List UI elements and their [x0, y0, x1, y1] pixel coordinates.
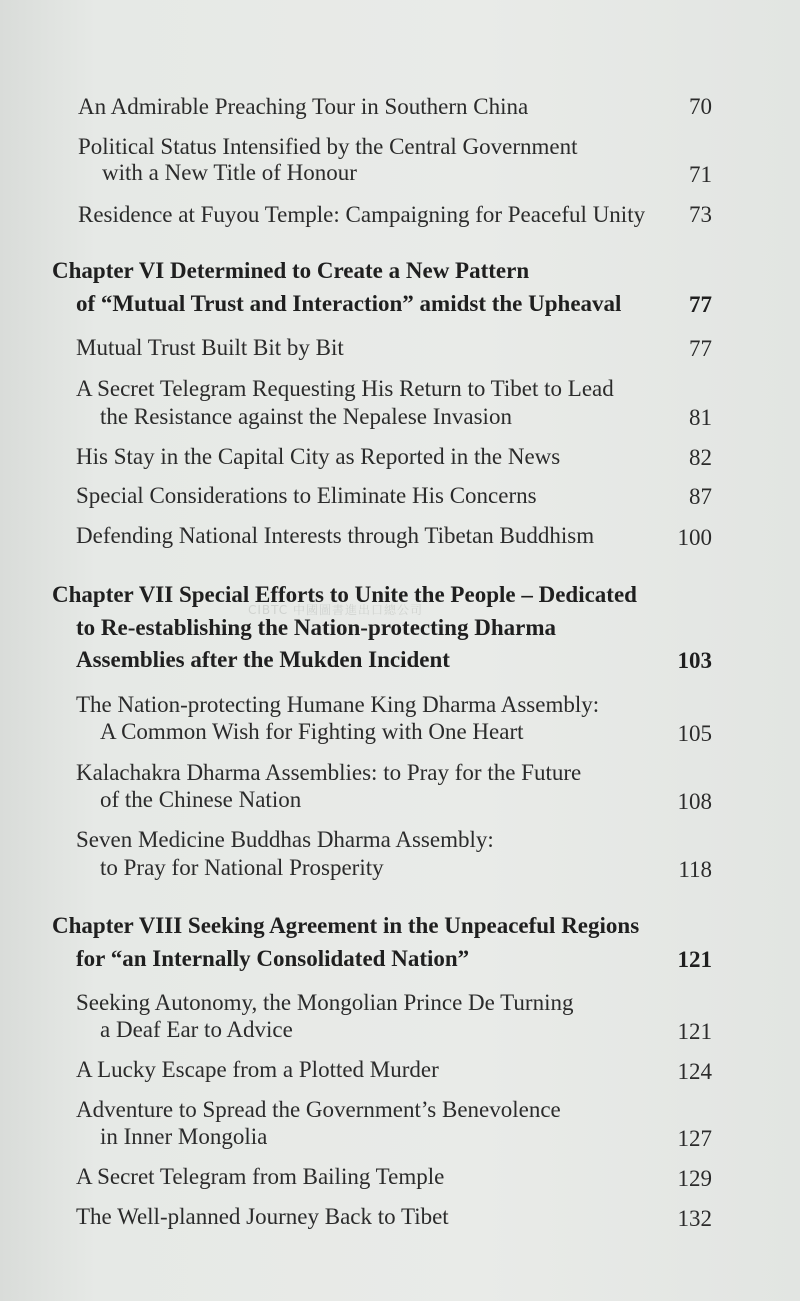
toc-entry-title-cont: of the Chinese Nation: [100, 787, 302, 812]
chapter-title-line: Chapter VI Determined to Create a New Pattern: [52, 258, 530, 283]
toc-entry-title: Seeking Autonomy, the Mongolian Prince De Turning: [76, 990, 574, 1015]
chapter-title-line: of “Mutual Trust and Interaction” amidst the Upheaval: [76, 291, 622, 316]
toc-entry-title: A Secret Telegram from Bailing Temple: [76, 1164, 445, 1189]
toc-entry-title-cont: a Deaf Ear to Advice: [100, 1017, 293, 1042]
toc-entry-title: The Nation-protecting Humane King Dharma Assembly:: [76, 692, 600, 717]
chapter-page-number: 77: [689, 292, 712, 317]
toc-entry-title: Mutual Trust Built Bit by Bit: [76, 335, 344, 360]
toc-page-number: 87: [689, 484, 712, 509]
chapter-title-line: Chapter VII Special Efforts to Unite the People – Dedicated: [52, 582, 637, 607]
toc-page-number: 100: [677, 525, 712, 550]
toc-page-number: 132: [677, 1206, 712, 1231]
toc-entry-title: A Secret Telegram Requesting His Return to Tibet to Lead: [76, 376, 614, 401]
watermark-text: CIBTC 中國圖書進出口總公司: [248, 603, 423, 617]
toc-entry-title: The Well-planned Journey Back to Tibet: [76, 1204, 449, 1229]
toc-entry-title: An Admirable Preaching Tour in Southern China: [78, 94, 529, 119]
toc-entry-title-cont: in Inner Mongolia: [100, 1124, 268, 1149]
toc-entry-title-cont: the Resistance against the Nepalese Invasion: [100, 404, 512, 429]
chapter-title-line: Chapter VIII Seeking Agreement in the Unpeaceful Regions: [52, 913, 640, 938]
toc-entry-title: A Lucky Escape from a Plotted Murder: [76, 1057, 439, 1082]
toc-entry-title: His Stay in the Capital City as Reported in the News: [76, 444, 561, 469]
toc-entry-title-cont: with a New Title of Honour: [102, 160, 357, 185]
toc-page-number: 73: [689, 202, 712, 227]
chapter-page-number: 121: [677, 947, 712, 972]
toc-entry-title-cont: to Pray for National Prosperity: [100, 855, 384, 880]
toc-page-number: 108: [677, 789, 712, 814]
toc-page-number: 82: [689, 445, 712, 470]
toc-entry-title: Adventure to Spread the Government’s Benevolence: [76, 1097, 561, 1122]
toc-page-number: 81: [689, 405, 712, 430]
toc-page-number: 77: [689, 336, 712, 361]
toc-entry-title: Kalachakra Dharma Assemblies: to Pray for the Future: [76, 760, 582, 785]
toc-page-number: 129: [677, 1166, 712, 1191]
toc-page-number: 127: [677, 1126, 712, 1151]
toc-entry-title: Political Status Intensified by the Central Government: [78, 134, 578, 159]
chapter-title-line: Assemblies after the Mukden Incident: [76, 647, 450, 672]
toc-page-number: 121: [677, 1019, 712, 1044]
chapter-page-number: 103: [677, 648, 712, 673]
toc-page-number: 118: [678, 857, 712, 882]
chapter-title-line: to Re-establishing the Nation-protecting Dharma: [76, 615, 556, 640]
toc-page-number: 71: [689, 162, 712, 187]
toc-entry-title: Defending National Interests through Tibetan Buddhism: [76, 523, 595, 548]
toc-entry-title: Residence at Fuyou Temple: Campaigning for Peaceful Unity: [78, 202, 646, 227]
toc-entry-title-cont: A Common Wish for Fighting with One Heart: [100, 719, 524, 744]
toc-entry-title: Seven Medicine Buddhas Dharma Assembly:: [76, 827, 494, 852]
chapter-title-line: for “an Internally Consolidated Nation”: [76, 946, 470, 971]
toc-page-number: 124: [677, 1059, 712, 1084]
toc-page-number: 105: [677, 721, 712, 746]
toc-entry-title: Special Considerations to Eliminate His Concerns: [76, 483, 537, 508]
toc-page-number: 70: [689, 94, 712, 119]
